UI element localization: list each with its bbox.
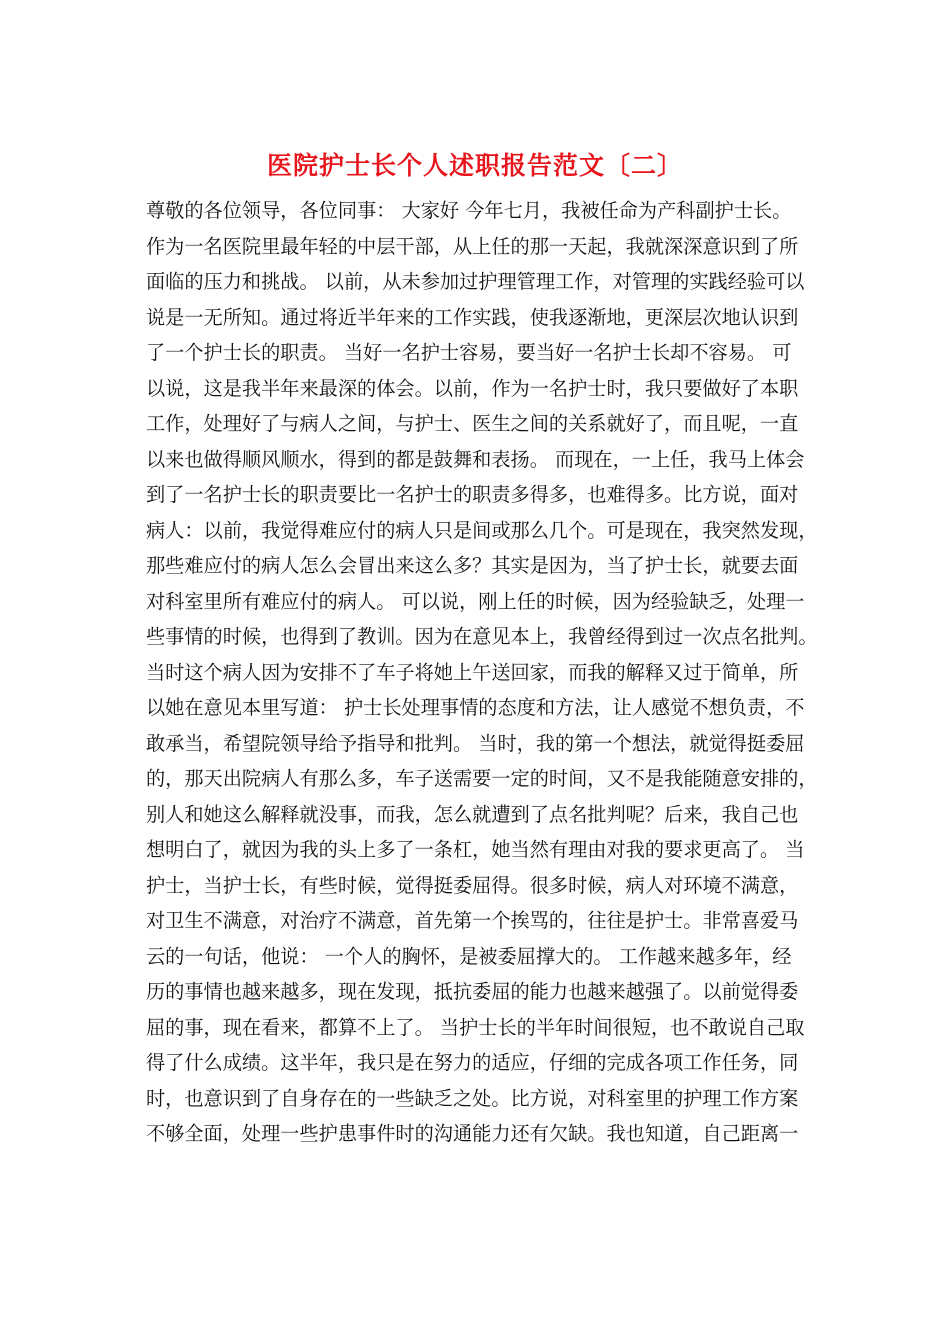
- body-line: 以她在意见本里写道： 护士长处理事情的态度和方法，让人感觉不想负责，不: [146, 696, 805, 719]
- body-line: 云的一句话，他说： 一个人的胸怀，是被委屈撑大的。 工作越来越多年，经: [146, 944, 792, 968]
- body-line: 当时这个病人因为安排不了车子将她上午送回家，而我的解释又过于简单，所: [146, 660, 799, 684]
- body-line: 屈的事，现在看来，都算不上了。 当护士长的半年时间很短，也不敢说自己取: [146, 1015, 805, 1039]
- body-line: 以说，这是我半年来最深的体会。以前，作为一名护士时，我只要做好了本职: [146, 376, 799, 400]
- body-line: 那些难应付的病人怎么会冒出来这么多？其实是因为，当了护士长，就要去面: [146, 554, 799, 577]
- body-line: 对科室里所有难应付的病人。 可以说，刚上任的时候，因为经验缺乏，处理一: [146, 589, 805, 613]
- body-line: 以来也做得顺风顺水，得到的都是鼓舞和表扬。 而现在，一上任，我马上体会: [146, 447, 805, 471]
- document-body: [146, 193, 818, 1152]
- body-line: 护士，当护士长，有些时候，觉得挺委屈得。很多时候，病人对环境不满意，: [146, 873, 799, 897]
- body-line: 想明白了，就因为我的头上多了一条杠，她当然有理由对我的要求更高了。 当: [146, 838, 805, 861]
- body-line: 工作，处理好了与病人之间，与护士、医生之间的关系就好了，而且呢，一直: [146, 412, 799, 435]
- body-line: 面临的压力和挑战。 以前，从未参加过护理管理工作，对管理的实践经验可以: [146, 270, 805, 293]
- body-line: 别人和她这么解释就没事，而我，怎么就遭到了点名批判呢？后来，我自己也: [146, 802, 799, 826]
- body-line: 时，也意识到了自身存在的一些缺乏之处。比方说，对科室里的护理工作方案: [146, 1086, 799, 1110]
- body-line: 不够全面，处理一些护患事件时的沟通能力还有欠缺。我也知道，自己距离一: [146, 1122, 799, 1145]
- body-line: 说是一无所知。通过将近半年来的工作实践，使我逐渐地，更深层次地认识到: [146, 305, 799, 329]
- body-line: 尊敬的各位领导，各位同事： 大家好 今年七月，我被任命为产科副护士长。: [146, 199, 792, 222]
- body-line: 敢承当，希望院领导给予指导和批判。 当时，我的第一个想法，就觉得挺委屈: [146, 731, 805, 755]
- body-line: 些事情的时候，也得到了教训。因为在意见本上，我曾经得到过一次点名批判。: [146, 625, 818, 648]
- body-line: 了一个护士长的职责。 当好一名护士容易，要当好一名护士长却不容易。 可: [146, 341, 792, 364]
- body-line: 的，那天出院病人有那么多，车子送需要一定的时间，又不是我能随意安排的，: [146, 767, 818, 790]
- body-line: 到了一名护士长的职责要比一名护士的职责多得多，也难得多。比方说，面对: [146, 483, 799, 506]
- document-title: 医院护士长个人述职报告范文〔二〕: [266, 151, 683, 180]
- body-line: 病人：以前，我觉得难应付的病人只是间或那么几个。可是现在，我突然发现，: [146, 518, 818, 542]
- body-line: 作为一名医院里最年轻的中层干部，从上任的那一天起，我就深深意识到了所: [146, 234, 799, 258]
- body-line: 得了什么成绩。这半年，我只是在努力的适应，仔细的完成各项工作任务，同: [146, 1051, 799, 1074]
- body-line: 历的事情也越来越多，现在发现，抵抗委屈的能力也越来越强了。以前觉得委: [146, 980, 799, 1003]
- body-line: 对卫生不满意，对治疗不满意，首先第一个挨骂的，往往是护士。非常喜爱马: [146, 909, 799, 932]
